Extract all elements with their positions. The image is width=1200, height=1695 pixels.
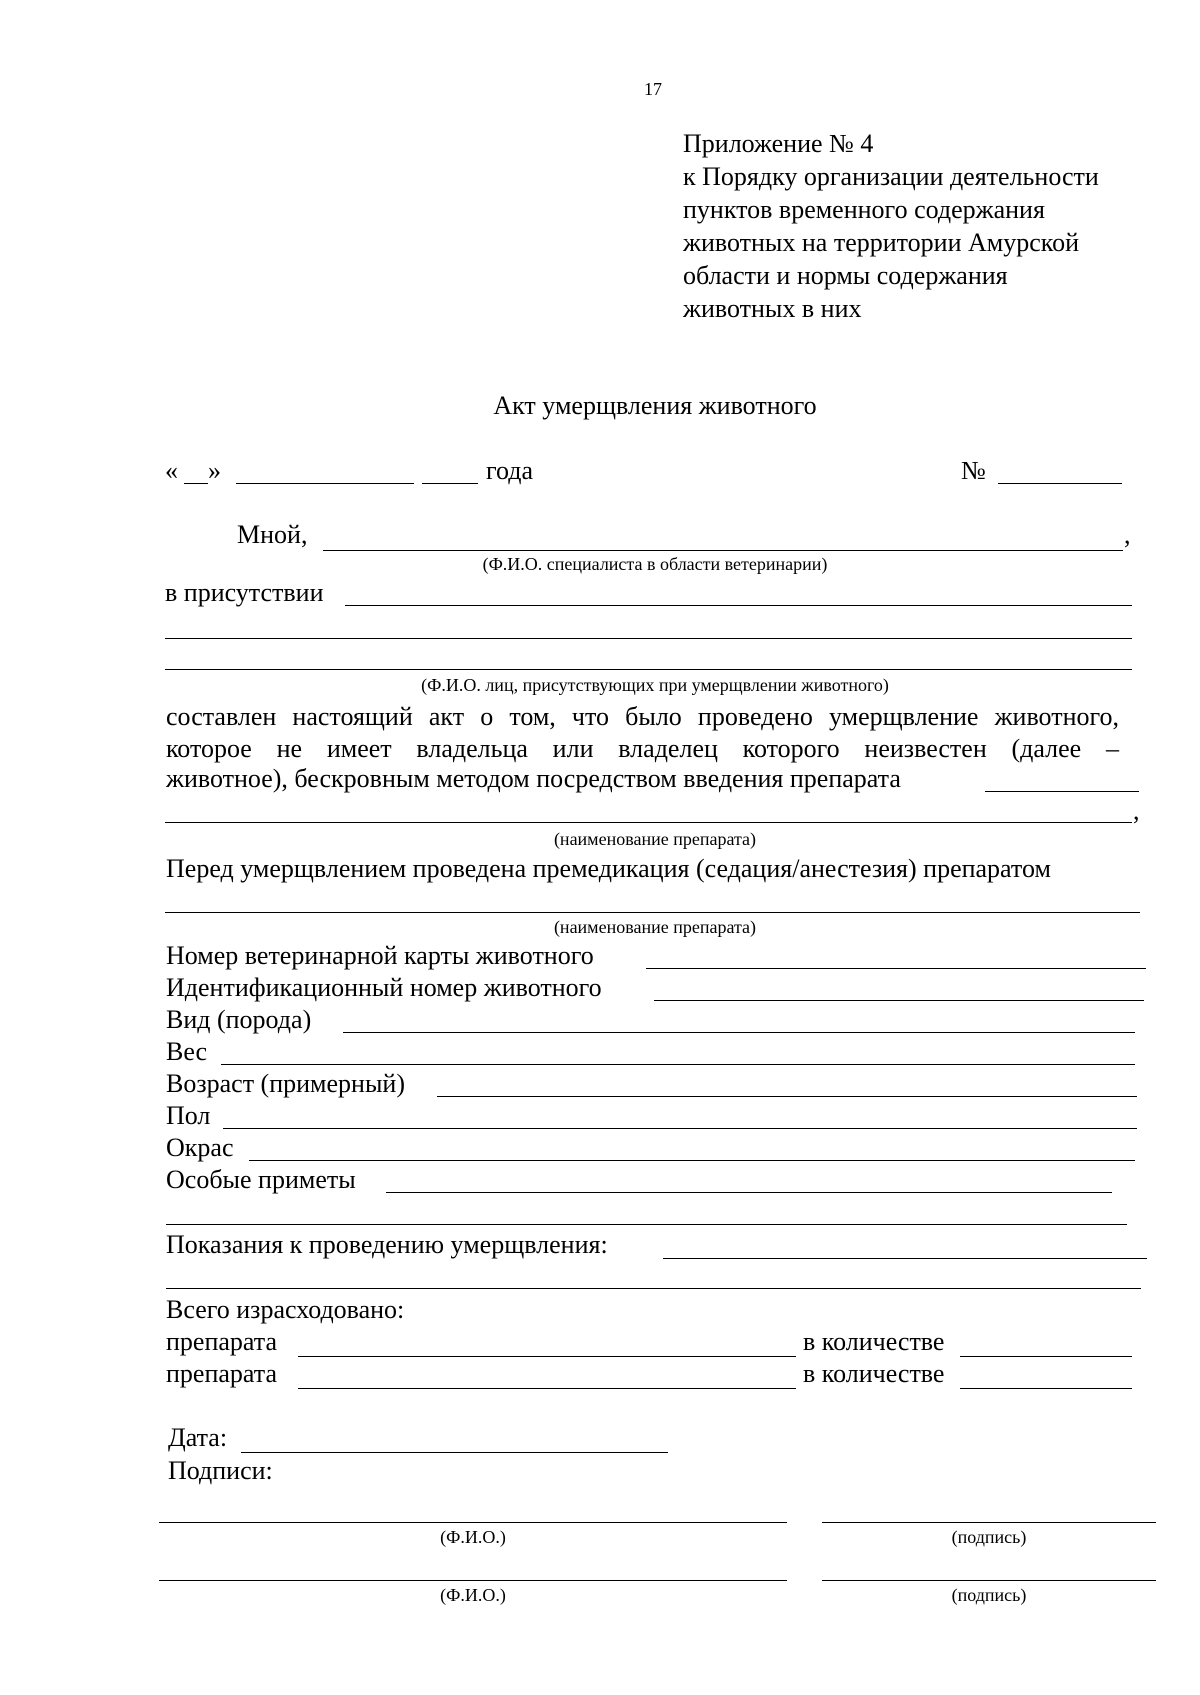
drug-name-blank-2[interactable] [298,1388,796,1389]
fio-blank-1[interactable] [159,1522,787,1523]
age-label: Возраст (примерный) [166,1069,405,1098]
special-marks-blank[interactable] [386,1192,1112,1193]
act-number-blank[interactable] [998,483,1122,484]
presence-label: в присутствии [165,578,324,607]
consumption-title: Всего израсходовано: [166,1295,405,1324]
drug-label-2: препарата [166,1359,277,1388]
indications-blank[interactable] [663,1258,1147,1259]
presence-blank-3[interactable] [165,669,1132,670]
fio-caption-2: (Ф.И.О.) [440,1585,506,1605]
indications-blank-2[interactable] [166,1288,1141,1289]
appendix-line-3: пунктов временного содержания [683,195,1045,224]
qty-label-1: в количестве [803,1327,945,1356]
vet-card-blank[interactable] [646,968,1146,969]
id-number-blank[interactable] [654,1000,1144,1001]
specialist-comma: , [1124,520,1131,549]
special-marks-label: Особые приметы [166,1165,356,1194]
appendix-line-4: животных на территории Амурской [683,228,1079,257]
appendix-line-5: области и нормы содержания [683,261,1008,290]
year-blank[interactable] [422,483,478,484]
weight-label: Вес [166,1037,208,1066]
signature-caption-1: (подпись) [951,1527,1027,1547]
appendix-line-1: Приложение № 4 [683,129,874,158]
signatures-title: Подписи: [168,1456,273,1485]
quote-close: » [208,456,221,485]
body-line-1: составлен настоящий акт о том, что было проведено умерщвление животного, [166,702,1119,731]
qty-label-2: в количестве [803,1359,945,1388]
drug-comma: , [1133,796,1140,825]
age-blank[interactable] [437,1096,1137,1097]
specialist-name-blank[interactable] [323,550,1123,551]
document-title: Акт умерщвления животного [493,391,817,420]
specialist-caption: (Ф.И.О. специалиста в области ветеринарии) [482,554,828,574]
drug-blank-1[interactable] [985,791,1139,792]
vet-card-label: Номер ветеринарной карты животного [166,941,594,970]
date-blank[interactable] [241,1452,668,1453]
day-blank[interactable] [184,483,208,484]
presence-blank-1[interactable] [345,605,1132,606]
weight-blank[interactable] [221,1064,1135,1065]
drug-name-blank-1[interactable] [298,1356,796,1357]
fio-blank-2[interactable] [159,1580,787,1581]
presence-blank-2[interactable] [165,638,1132,639]
date-label: Дата: [168,1423,228,1452]
body-line-2: которое не имеет владельца или владелец которого неизвестен (далее – [166,734,1119,763]
signature-caption-2: (подпись) [951,1585,1027,1605]
body-line-3: животное), бескровным методом посредством введения препарата [166,764,901,793]
appendix-line-6: животных в них [683,294,862,323]
specialist-label: Мной, [237,520,308,549]
species-label: Вид (порода) [166,1005,312,1034]
page-number: 17 [644,79,662,99]
signature-blank-1[interactable] [822,1522,1156,1523]
drug-caption: (наименование препарата) [553,829,757,849]
drug-label-1: препарата [166,1327,277,1356]
fio-caption-1: (Ф.И.О.) [440,1527,506,1547]
signature-blank-2[interactable] [822,1580,1156,1581]
drug-blank-2[interactable] [165,822,1132,823]
appendix-line-2: к Порядку организации деятельности [683,162,1099,191]
month-blank[interactable] [236,483,414,484]
sex-label: Пол [166,1101,211,1130]
quote-open: « [165,456,178,485]
color-blank[interactable] [249,1160,1135,1161]
color-label: Окрас [166,1133,234,1162]
species-blank[interactable] [343,1032,1135,1033]
premedication-blank[interactable] [165,912,1140,913]
premedication-text: Перед умерщвлением проведена премедикация (седация/анестезия) препаратом [166,854,1051,883]
indications-label: Показания к проведению умерщвления: [166,1230,608,1259]
qty-blank-2[interactable] [960,1388,1132,1389]
qty-blank-1[interactable] [960,1356,1132,1357]
sex-blank[interactable] [223,1128,1137,1129]
presence-caption: (Ф.И.О. лиц, присутствующих при умерщвлении животного) [421,675,889,695]
number-sign: № [961,456,986,485]
premedication-caption: (наименование препарата) [553,917,757,937]
special-marks-blank-2[interactable] [166,1224,1127,1225]
year-word: года [486,456,534,485]
id-number-label: Идентификационный номер животного [166,973,602,1002]
